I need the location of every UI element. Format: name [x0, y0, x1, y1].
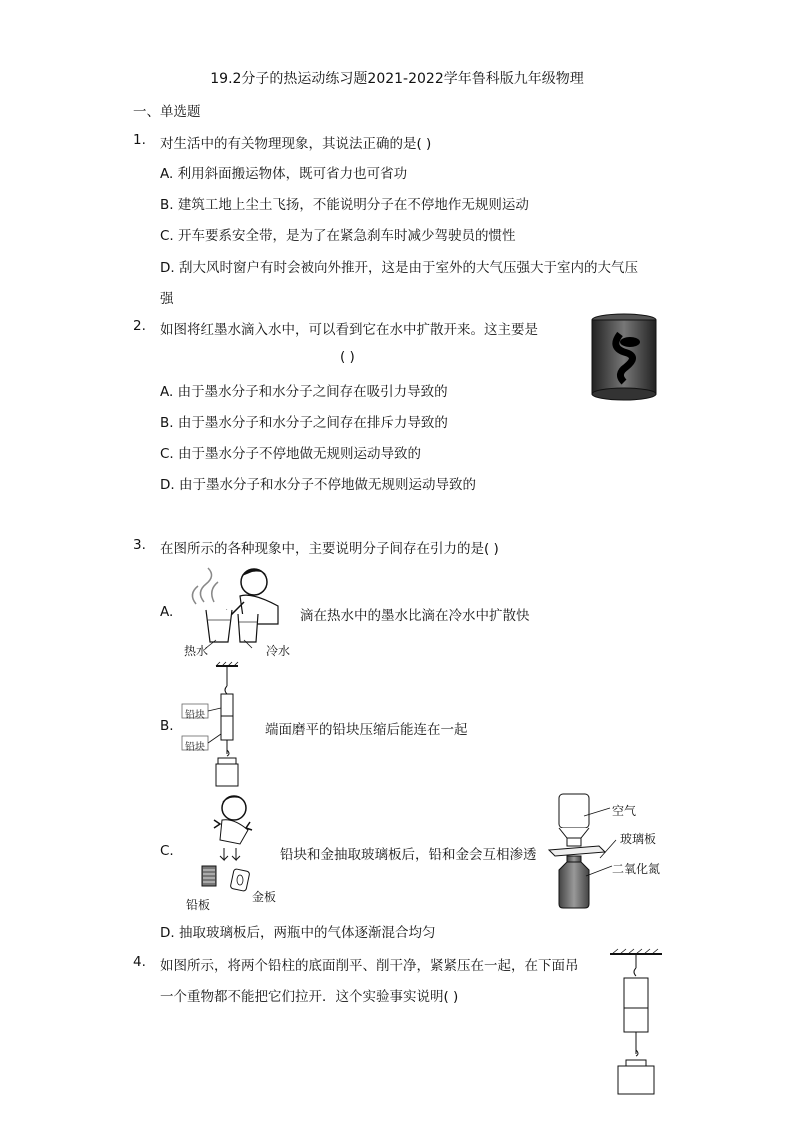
question-3-option-c-letter: C. — [160, 843, 174, 859]
label-air: 空气 — [612, 804, 637, 818]
label-lead-block-top: 铅块 — [185, 710, 205, 721]
label-cold-water: 冷水 — [266, 644, 291, 658]
question-1-option-a: A. 利用斜面搬运物体，既可省力也可省功 — [160, 166, 408, 182]
question-2-answer-paren: ( ) — [340, 349, 355, 365]
lead-cylinders-figure — [180, 664, 260, 788]
question-1-stem: 对生活中的有关物理现象，其说法正确的是( ) — [160, 136, 432, 152]
question-3-option-a-text: 滴在热水中的墨水比滴在冷水中扩散快 — [300, 608, 530, 624]
label-hot-water: 热水 — [184, 644, 209, 658]
question-3-stem: 在图所示的各种现象中，主要说明分子间存在引力的是( ) — [160, 541, 499, 557]
question-4-stem: 如图所示，将两个铅柱的底面削平、削干净，紧紧压在一起，在下面吊 — [160, 958, 579, 974]
question-3-option-d: D. 抽取玻璃板后，两瓶中的气体逐渐混合均匀 — [160, 925, 436, 941]
label-gold-plate: 金板 — [252, 890, 277, 904]
label-lead-block-bottom: 铅块 — [185, 742, 205, 753]
question-4-number: 4. — [133, 954, 146, 970]
page-title: 19.2分子的热运动练习题2021-2022学年鲁科版九年级物理 — [210, 71, 584, 87]
question-2-option-b: B. 由于墨水分子和水分子之间存在排斥力导致的 — [160, 415, 448, 431]
question-1-option-d-continued: 强 — [160, 291, 174, 307]
ink-beaker-figure — [590, 312, 658, 402]
label-glass-plate: 玻璃板 — [620, 832, 657, 846]
question-4-stem-continued: 一个重物都不能把它们拉开．这个实验事实说明( ) — [160, 989, 459, 1005]
question-2-stem: 如图将红墨水滴入水中，可以看到它在水中扩散开来。这主要是 — [160, 322, 538, 338]
question-2-option-a: A. 由于墨水分子和水分子之间存在吸引力导致的 — [160, 384, 448, 400]
question-3-option-a-letter: A. — [160, 604, 174, 620]
question-3-option-b-letter: B. — [160, 718, 174, 734]
question-3-option-c-text: 铅块和金抽取玻璃板后，铅和金会互相渗透 — [280, 847, 537, 863]
label-lead-plate: 铅板 — [186, 898, 211, 912]
question-1-number: 1. — [133, 132, 146, 148]
question-2-option-d: D. 由于墨水分子和水分子不停地做无规则运动导致的 — [160, 477, 476, 493]
question-2-option-c: C. 由于墨水分子不停地做无规则运动导致的 — [160, 446, 422, 462]
question-1-option-b: B. 建筑工地上尘土飞扬，不能说明分子在不停地作无规则运动 — [160, 197, 529, 213]
question-2-number: 2. — [133, 318, 146, 334]
question-1-option-c: C. 开车要系安全带，是为了在紧急刹车时减少驾驶员的惯性 — [160, 228, 516, 244]
question-1-option-d: D. 刮大风时窗户有时会被向外推开，这是由于室外的大气压强大于室内的大气压 — [160, 260, 638, 276]
question-3-number: 3. — [133, 537, 146, 553]
label-nitrogen-dioxide: 二氧化氮 — [612, 862, 661, 876]
lead-columns-weight-figure — [606, 950, 666, 1100]
question-3-option-b-text: 端面磨平的铅块压缩后能连在一起 — [265, 722, 468, 738]
section-heading: 一、单选题 — [133, 104, 201, 120]
